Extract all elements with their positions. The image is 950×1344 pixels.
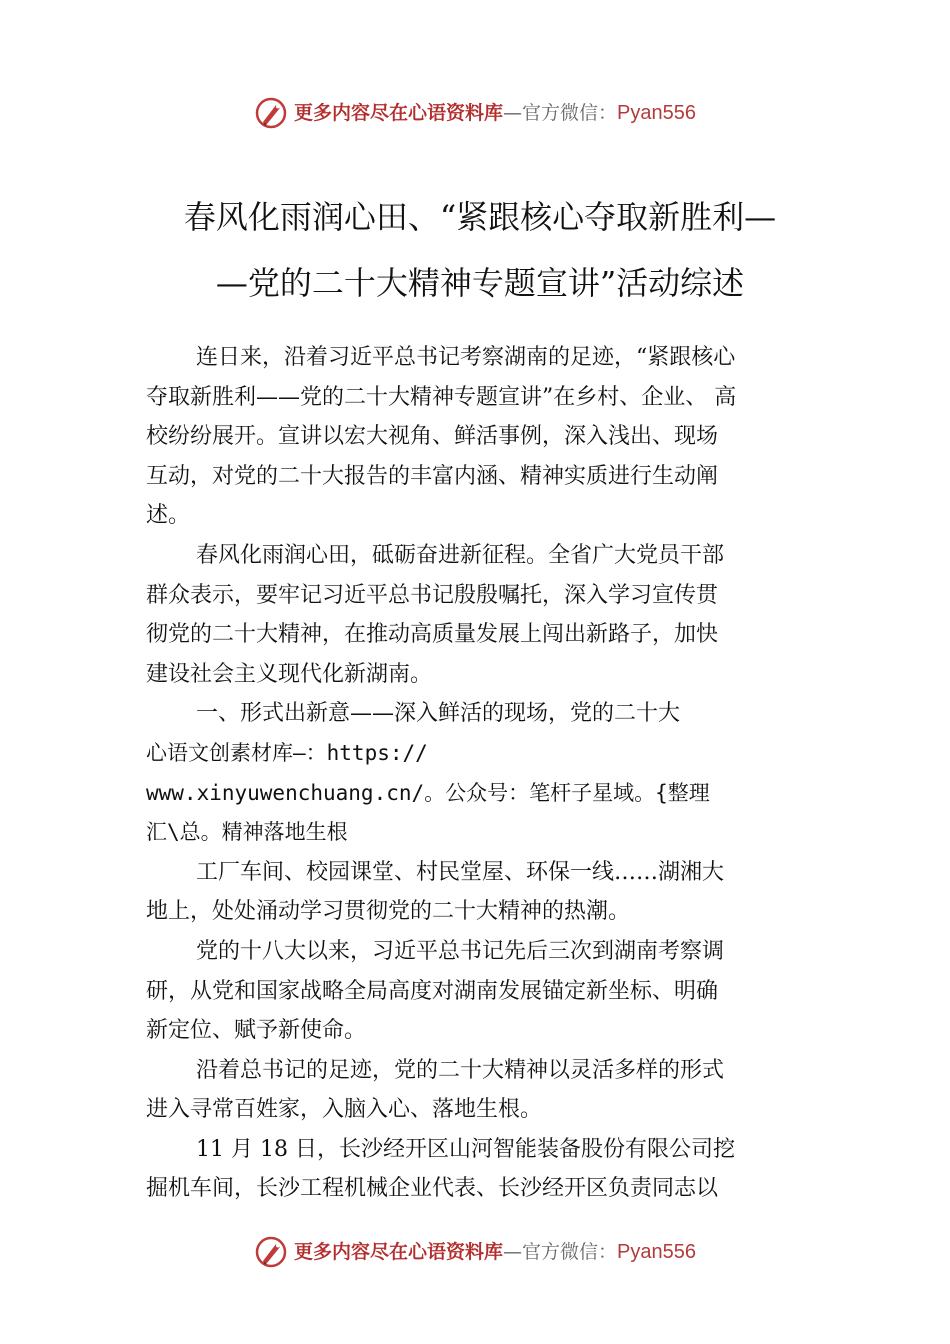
header-brand-text: 更多内容尽在心语资料库 [294,102,504,124]
body-line: 春风化雨润心田，砥砺奋进新征程。全省广大党员干部 [196,542,725,568]
body-line: 掘机车间，长沙工程机械企业代表、长沙经开区负责同志以 [146,1176,719,1202]
body-line: 夺取新胜利——党的二十大精神专题宣讲”在乡村、企业、 高 [146,384,737,410]
watermark-line: www.xinyuwenchuang.cn/。公众号：笔杆子星域。{整理 [146,780,710,805]
body-line: 连日来，沿着习近平总书记考察湖南的足迹，“紧跟核心 [196,345,736,370]
body-line: 地上，处处涌动学习贯彻党的二十大精神的热潮。 [146,899,631,925]
body-line: 建设社会主义现代化新湖南。 [146,661,433,687]
body-line: 进入寻常百姓家，入脑入心、落地生根。 [146,1097,543,1123]
title-line: 春风化雨润心田、“紧跟核心夺取新胜利— [183,198,777,236]
footer-wechat-label: 官方微信： [522,1241,618,1263]
watermark-line: 汇\总。精神落地生根 [146,820,348,845]
footer-banner-text [294,1242,696,1262]
header-separator: — [503,102,523,124]
body-line: 述。 [146,503,191,529]
body-line: 工厂车间、校园课堂、村民堂屋、环保一线……湖湘大 [196,859,725,885]
body-line: 彻党的二十大精神，在推动高质量发展上闯出新路子，加快 [146,622,719,648]
body-line: 互动，对党的二十大报告的丰富内涵、精神实质进行生动阐 [146,463,719,489]
header-wechat-label: 官方微信： [522,102,618,124]
header-banner [0,93,950,133]
pen-logo-icon [254,96,288,130]
footer-wechat-id: Pyan556 [617,1241,696,1263]
section-heading-line: 一、形式出新意——深入鲜活的现场，党的二十大 [196,701,681,727]
body-line: 校纷纷展开。宣讲以宏大视角、鲜活事例，深入浅出、现场 [146,424,719,450]
footer-banner [0,1232,950,1272]
body-line: 研，从党和国家战略全局高度对湖南发展锚定新坐标、明确 [146,978,719,1004]
document-title [140,184,820,316]
document-body [146,338,816,1209]
body-line: 沿着总书记的足迹，党的二十大精神以灵活多样的形式 [196,1057,725,1083]
body-line: 11 月 18 日，长沙经开区山河智能装备股份有限公司挖 [196,1136,735,1162]
footer-brand-text: 更多内容尽在心语资料库 [294,1241,504,1263]
pen-logo-icon [254,1235,288,1269]
body-line: 群众表示，要牢记习近平总书记殷殷嘱托，深入学习宣传贯 [146,582,719,608]
body-line: 新定位、赋予新使命。 [146,1018,367,1044]
header-banner-text [294,103,696,123]
footer-separator: — [503,1241,523,1263]
header-wechat-id: Pyan556 [617,102,696,124]
watermark-line: 心语文创素材库—：https:// [146,740,428,765]
body-line: 党的十八大以来，习近平总书记先后三次到湖南考察调 [196,938,725,964]
title-line: —党的二十大精神专题宣讲”活动综述 [215,264,745,302]
